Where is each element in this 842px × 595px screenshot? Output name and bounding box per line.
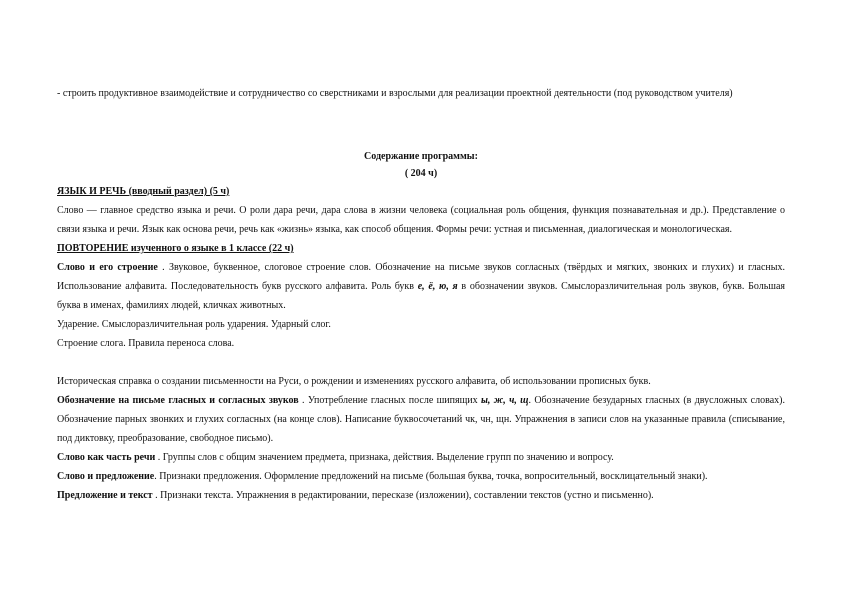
spacer — [57, 353, 785, 372]
letters-e-yo-yu-ya: е, ё, ю, я — [417, 281, 458, 292]
text-word-structure-b: в обозначении звуков. Смыслоразличительная роль звуков, букв. Большая буква в именах, фамилиях людей, кличках животных. — [57, 281, 786, 311]
paragraph-text — [57, 486, 785, 505]
term-word-structure: Слово и его строение — [57, 262, 158, 273]
text-word-structure-a: . Звуковое, буквенное, слоговое строение слов. Обозначение на письме звуков согласных (твёрдых и мягких, звонких и глухих) и гласных. Использование алфавита. Последовательность букв русского алфавита. Роль букв — [57, 262, 786, 292]
text-vowels-b: . Обозначение безударных гласных (в двусложных словах). Обозначение парных звонких и глухих согласных (на конце слов). Написание буквосочетаний чк, чн, щн. Упражнения в записи слов на указанные правила (списывание, под диктовку, преобразование, свободное письмо). — [57, 395, 785, 444]
program-hours: ( 204 ч) — [404, 168, 438, 179]
term-part-of-speech: Слово как часть речи — [57, 452, 156, 463]
text-sentence: . Признаки предложения. Оформление предложений на письме (большая буква, точка, вопросительный, восклицательный знаки). — [154, 471, 708, 482]
text-part-of-speech: . Группы слов с общим значением предмета, признака, действия. Выделение групп по значению и вопросу. — [155, 452, 614, 463]
paragraph-sentence — [57, 467, 785, 486]
term-sentence: Слово и предложение — [57, 471, 155, 482]
paragraph-history: Историческая справка о создании письменности на Руси, о рождении и изменениях русского алфавита, об использовании прописных букв. — [57, 376, 651, 387]
spacer — [57, 103, 785, 148]
section1-body: Слово — главное средство языка и речи. О роли дара речи, дара слова в жизни человека (социальная роль общения, функция познавательная и др.). Представление о связи языка и речи. Язык как основа речи, речь как «жизнь» языка, как способ общения. Формы речи: устная и письменная, диалогическая и монологическая. — [57, 205, 785, 235]
intro-paragraph: - строить продуктивное взаимодействие и сотрудничество со сверстниками и взрослыми для реализации проектной деятельности (под руководством учителя) — [57, 88, 733, 99]
letters-hissing: ы, ж, ч, щ — [480, 395, 529, 406]
term-vowels-consonants: Обозначение на письме гласных и согласных звуков — [57, 395, 299, 406]
paragraph-syllable: Строение слога. Правила переноса слова. — [57, 338, 235, 349]
document-page — [57, 84, 785, 505]
program-title: Содержание программы: — [364, 151, 478, 162]
term-text: Предложение и текст — [57, 490, 153, 501]
paragraph-part-of-speech — [57, 448, 785, 467]
paragraph-word-structure — [57, 258, 785, 315]
paragraph-stress: Ударение. Смыслоразличительная роль ударения. Ударный слог. — [57, 319, 331, 330]
text-vowels-a: . Употребление гласных после шипящих — [298, 395, 481, 406]
section2-heading: ПОВТОРЕНИЕ изученного о языке в 1 классе (22 ч) — [57, 243, 294, 254]
text-text: . Признаки текста. Упражнения в редактировании, пересказе (изложении), составлении текстов (устно и письменно). — [152, 490, 654, 501]
paragraph-vowels-consonants — [57, 391, 785, 448]
section1-heading: ЯЗЫК И РЕЧЬ (вводный раздел) (5 ч) — [57, 186, 230, 197]
